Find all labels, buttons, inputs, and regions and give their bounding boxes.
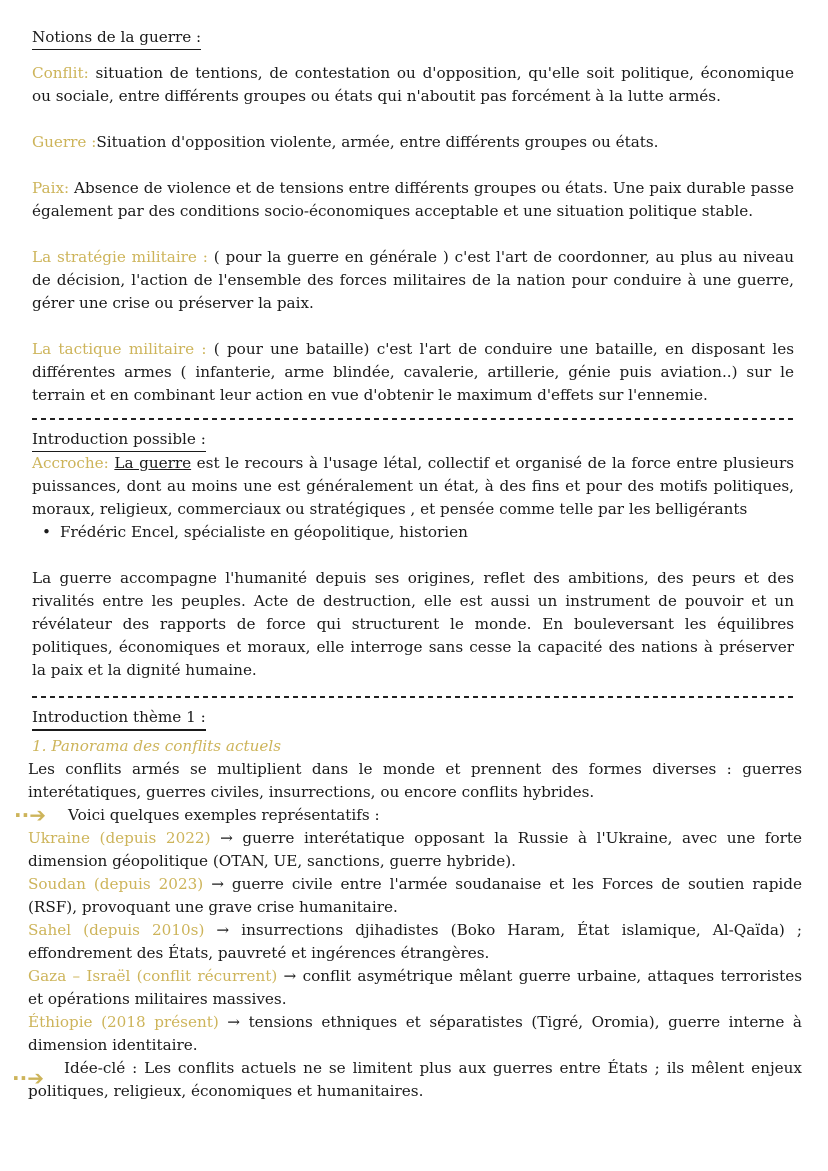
heading-intro-possible: Introduction possible : (32, 428, 206, 452)
arrow-icon: ··➔ (12, 1066, 44, 1090)
examples-intro-text: Voici quelques exemples représentatifs : (68, 806, 380, 824)
example-label: Sahel (depuis 2010s) (28, 921, 205, 939)
author-text: Frédéric Encel, spécialiste en géopolitique, historien (60, 523, 468, 541)
author-bullet (42, 521, 794, 544)
example-text: → guerre civile entre l'armée soudanaise et les Forces de soutien rapide (RSF), provoquant une grave crise humanitaire. (28, 875, 802, 916)
accroche-paragraph (32, 452, 794, 521)
dashed-separator (32, 418, 794, 420)
example-text: → tensions ethniques et séparatistes (Tigré, Oromia), guerre interne à dimension identitaire. (28, 1013, 802, 1054)
text-guerre: Situation d'opposition violente, armée, entre différents groupes ou états. (96, 133, 659, 151)
term-conflit: Conflit: (32, 64, 89, 82)
text-paix: Absence de violence et de tensions entre différents groupes ou états. Une paix durable passe également par des conditions socio-économiques acceptable et une situation politique stable. (32, 179, 794, 220)
example-item (28, 1011, 802, 1057)
examples-intro (14, 803, 794, 827)
term-guerre: Guerre : (32, 133, 97, 151)
heading-notions: Notions de la guerre : (32, 26, 201, 50)
definition-paix (32, 177, 794, 223)
examples-list (28, 827, 802, 1057)
text-conflit: situation de tentions, de contestation ou d'opposition, qu'elle soit politique, économique ou sociale, entre différents groupes ou états qui n'aboutit pas forcément à la lutte armés. (32, 64, 794, 105)
term-accroche: Accroche: (32, 454, 109, 472)
intro-paragraph: La guerre accompagne l'humanité depuis ses origines, reflet des ambitions, des peurs et des rivalités entre les peuples. Acte de destruction, elle est aussi un instrument de pouvoir et un révélateur des rapports de force qui structurent le monde. En bouleversant les équilibres politiques, économiques et moraux, elle interroge sans cesse la capacité des nations à préserver la paix et la dignité humaine. (32, 569, 794, 679)
definition-conflit (32, 62, 794, 108)
term-tactique: La tactique militaire : (32, 340, 207, 358)
definition-tactique (32, 338, 794, 407)
example-item (28, 919, 802, 965)
example-label: Éthiopie (2018 présent) (28, 1013, 219, 1031)
example-text: → insurrections djihadistes (Boko Haram, État islamique, Al-Qaïda) ; effondrement des États, pauvreté et ingérences étrangères. (28, 921, 802, 962)
example-item (28, 827, 802, 873)
definition-guerre (32, 131, 794, 154)
example-item (28, 873, 802, 919)
term-paix: Paix: (32, 179, 70, 197)
lead-paragraph: Les conflits armés se multiplient dans le monde et prennent des formes diverses : guerres interétatiques, guerres civiles, insurrections, ou encore conflits hybrides. (28, 760, 802, 801)
example-item (28, 965, 802, 1011)
heading-intro-theme: Introduction thème 1 : (32, 706, 206, 731)
example-label: Gaza – Israël (conflit récurrent) (28, 967, 278, 985)
example-label: Ukraine (depuis 2022) (28, 829, 211, 847)
document-page (12, 26, 802, 1103)
idee-cle (12, 1057, 802, 1103)
example-label: Soudan (depuis 2023) (28, 875, 204, 893)
term-strategie: La stratégie militaire : (32, 248, 208, 266)
definition-strategie (32, 246, 794, 315)
section-subtitle: 1. Panorama des conflits actuels (32, 737, 281, 755)
example-text: → conflit asymétrique mêlant guerre urbaine, attaques terroristes et opérations militaires massives. (28, 967, 802, 1008)
dashed-separator (32, 696, 794, 698)
idee-cle-text: Idée-clé : Les conflits actuels ne se limitent plus aux guerres entre États ; ils mêlent enjeux politiques, religieux, économiques et humanitaires. (28, 1059, 802, 1100)
bullet-dot: • (42, 523, 51, 541)
text-tactique: ( pour une bataille) c'est l'art de conduire une bataille, en disposant les différentes armes ( infanterie, arme blindée, cavalerie, artillerie, génie puis aviation..) sur le terrain et en combinant leur action en vue d'obtenir le maximum d'effets sur l'ennemie. (32, 340, 794, 404)
text-strategie: ( pour la guerre en générale ) c'est l'art de coordonner, au plus au niveau de décision, l'action de l'ensemble des forces militaires de la nation pour conduire à une guerre, gérer une crise ou préserver la paix. (32, 248, 794, 312)
accroche-text: est le recours à l'usage létal, collectif et organisé de la force entre plusieurs puissances, dont au moins une est généralement un état, à des fins et pour des motifs politiques, moraux, religieux, commerciaux ou stratégiques , et pensée comme telle par les belligérants (32, 454, 795, 518)
example-text: → guerre interétatique opposant la Russie à l'Ukraine, avec une forte dimension géopolitique (OTAN, UE, sanctions, guerre hybride). (28, 829, 802, 870)
arrow-icon: ··➔ (14, 803, 46, 827)
accroche-word: La guerre (114, 454, 192, 472)
